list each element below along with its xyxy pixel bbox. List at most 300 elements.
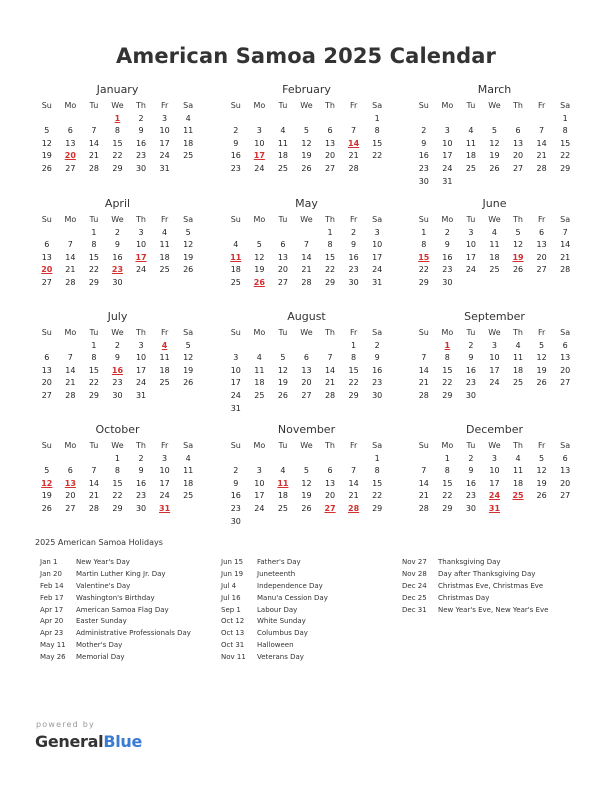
empty-cell — [412, 113, 436, 126]
day-cell: 18 — [254, 378, 265, 388]
day-cell: 30 — [465, 503, 476, 513]
day-cell: 14 — [301, 252, 312, 262]
holiday-day-cell: 24 — [488, 491, 501, 501]
day-cell: 13 — [41, 252, 52, 262]
weekday-label: Mo — [64, 101, 77, 110]
month-july — [35, 310, 200, 403]
day-cell: 15 — [324, 252, 336, 262]
day-cell: 20 — [324, 151, 336, 161]
month-october — [35, 423, 200, 516]
empty-cell — [248, 340, 272, 353]
holiday-row — [40, 652, 191, 664]
holiday-name: Memorial Day — [76, 653, 125, 662]
day-cell: 15 — [372, 478, 383, 488]
day-cell: 31 — [135, 390, 147, 400]
holiday-date: Dec 25 — [402, 593, 427, 602]
month-february — [224, 83, 389, 176]
holiday-row — [221, 557, 328, 569]
month-grid — [35, 214, 200, 290]
day-cell: 1 — [91, 227, 97, 237]
empty-cell — [506, 113, 530, 126]
holiday-name: Day after Thanksgiving Day — [438, 569, 536, 578]
day-cell: 3 — [256, 466, 262, 476]
day-cell: 27 — [301, 390, 312, 400]
day-cell: 19 — [277, 378, 288, 388]
day-cell: 7 — [539, 126, 545, 136]
weekday-label: We — [111, 215, 124, 224]
day-cell: 7 — [67, 240, 73, 250]
empty-cell — [35, 340, 59, 353]
empty-cell — [295, 113, 319, 126]
empty-cell — [412, 453, 436, 466]
day-cell: 25 — [512, 378, 524, 388]
day-cell: 15 — [442, 478, 453, 488]
day-cell: 13 — [324, 138, 336, 148]
day-cell: 1 — [562, 113, 568, 123]
weekday-label: Mo — [253, 215, 266, 224]
weekday-label: Th — [325, 441, 336, 450]
weekday-label: We — [111, 101, 124, 110]
day-cell: 13 — [560, 466, 571, 476]
day-cell: 27 — [536, 265, 547, 275]
day-cell: 24 — [442, 163, 453, 173]
day-cell: 18 — [512, 365, 524, 375]
holiday-date: Jan 1 — [40, 558, 58, 566]
holiday-name: Independence Day — [257, 581, 323, 590]
day-cell: 9 — [138, 126, 144, 136]
day-cell: 12 — [536, 466, 547, 476]
holiday-date: Feb 14 — [40, 581, 64, 590]
month-name: December — [465, 423, 524, 436]
day-cell: 2 — [444, 227, 450, 237]
weekday-label: Tu — [466, 441, 476, 450]
month-grid — [412, 100, 577, 188]
day-cell: 15 — [560, 138, 571, 148]
empty-cell — [82, 453, 106, 466]
day-cell: 23 — [465, 378, 476, 388]
day-cell: 8 — [351, 353, 357, 363]
day-cell: 7 — [91, 466, 97, 476]
day-cell: 31 — [372, 277, 383, 287]
day-cell: 9 — [114, 353, 121, 363]
day-cell: 30 — [348, 277, 359, 287]
holiday-row — [402, 557, 548, 569]
month-name: May — [295, 197, 318, 210]
day-cell: 6 — [562, 340, 568, 350]
day-cell: 10 — [135, 240, 147, 250]
day-cell: 27 — [560, 491, 571, 501]
day-cell: 11 — [159, 353, 170, 363]
day-cell: 6 — [327, 126, 333, 136]
day-cell: 18 — [277, 151, 288, 161]
holiday-name: Veterans Day — [257, 653, 304, 662]
day-cell: 28 — [418, 503, 429, 513]
day-cell: 27 — [41, 277, 52, 287]
day-cell: 6 — [515, 126, 521, 136]
day-cell: 21 — [348, 491, 359, 501]
day-cell: 22 — [372, 151, 383, 161]
weekday-label: Tu — [89, 441, 99, 450]
holiday-date: Apr 20 — [40, 617, 64, 626]
weekday-label: Fr — [349, 441, 358, 450]
holiday-row — [221, 593, 328, 605]
day-cell: 10 — [159, 126, 170, 136]
day-cell: 3 — [256, 126, 262, 136]
holiday-name: Mother's Day — [76, 641, 123, 650]
holiday-day-cell: 12 — [41, 478, 53, 488]
day-cell: 1 — [327, 227, 333, 237]
day-cell: 13 — [65, 138, 76, 148]
holiday-row — [40, 605, 191, 617]
day-cell: 16 — [465, 365, 476, 375]
day-cell: 25 — [254, 390, 265, 400]
weekday-label: Tu — [278, 215, 288, 224]
day-cell: 26 — [301, 503, 312, 513]
day-cell: 11 — [489, 240, 500, 250]
day-cell: 8 — [562, 126, 568, 136]
day-cell: 14 — [536, 138, 547, 148]
holiday-day-cell: 20 — [41, 265, 53, 275]
day-cell: 27 — [277, 277, 288, 287]
day-cell: 30 — [465, 390, 476, 400]
day-cell: 11 — [512, 353, 524, 363]
holiday-day-cell: 31 — [488, 503, 501, 513]
holiday-row — [40, 569, 191, 581]
day-cell: 11 — [512, 466, 524, 476]
day-cell: 4 — [280, 126, 286, 136]
empty-cell — [248, 227, 272, 240]
month-september — [412, 310, 577, 403]
day-cell: 11 — [254, 365, 265, 375]
day-cell: 29 — [112, 503, 123, 513]
day-cell: 9 — [374, 353, 380, 363]
holidays-column — [40, 557, 191, 664]
weekday-label: Th — [513, 328, 524, 337]
weekday-label: Su — [418, 101, 429, 110]
logo-blue: Blue — [103, 732, 143, 751]
day-cell: 6 — [280, 240, 286, 250]
day-cell: 24 — [465, 265, 476, 275]
month-grid — [224, 327, 389, 415]
day-cell: 4 — [185, 453, 191, 463]
day-cell: 11 — [159, 240, 170, 250]
day-cell: 26 — [512, 265, 524, 275]
holiday-day-cell: 23 — [111, 265, 124, 275]
day-cell: 20 — [301, 378, 312, 388]
day-cell: 29 — [88, 277, 99, 287]
day-cell: 2 — [468, 453, 474, 463]
weekday-label: Fr — [160, 328, 169, 337]
month-name: March — [477, 83, 512, 96]
day-cell: 21 — [536, 151, 547, 161]
day-cell: 5 — [44, 466, 50, 476]
weekday-label: Mo — [64, 441, 77, 450]
day-cell: 12 — [536, 353, 547, 363]
weekday-label: Su — [41, 441, 52, 450]
day-cell: 23 — [372, 378, 383, 388]
holiday-date: Nov 28 — [402, 569, 427, 578]
day-cell: 7 — [351, 126, 357, 136]
month-december — [412, 423, 577, 516]
day-cell: 16 — [418, 151, 429, 161]
weekday-label: Th — [136, 441, 147, 450]
holiday-day-cell: 1 — [444, 340, 451, 350]
holiday-row — [40, 616, 191, 628]
day-cell: 12 — [41, 138, 52, 148]
day-cell: 23 — [135, 491, 147, 501]
day-cell: 1 — [374, 113, 380, 123]
day-cell: 10 — [230, 365, 241, 375]
day-cell: 5 — [539, 453, 545, 463]
day-cell: 4 — [515, 453, 521, 463]
day-cell: 29 — [348, 390, 359, 400]
weekday-label: Mo — [441, 101, 454, 110]
holiday-date: Jul 16 — [221, 593, 241, 602]
month-grid — [412, 214, 577, 290]
day-cell: 17 — [489, 478, 500, 488]
day-cell: 19 — [183, 252, 194, 262]
day-cell: 22 — [372, 491, 383, 501]
day-cell: 30 — [230, 516, 241, 526]
day-cell: 29 — [324, 277, 336, 287]
day-cell: 25 — [489, 265, 500, 275]
empty-cell — [295, 340, 319, 353]
day-cell: 16 — [348, 252, 359, 262]
empty-cell — [59, 453, 83, 466]
day-cell: 24 — [159, 491, 170, 501]
holiday-day-cell: 31 — [159, 503, 171, 513]
weekday-label: Su — [230, 441, 241, 450]
day-cell: 8 — [444, 466, 450, 476]
month-name: July — [107, 310, 128, 323]
day-cell: 18 — [489, 252, 500, 262]
weekday-label: Th — [325, 101, 336, 110]
empty-cell — [295, 453, 319, 466]
day-cell: 20 — [324, 491, 336, 501]
day-cell: 30 — [135, 163, 147, 173]
day-cell: 3 — [444, 126, 450, 136]
day-cell: 19 — [254, 265, 265, 275]
weekday-label: Su — [41, 328, 52, 337]
holiday-date: Oct 31 — [221, 641, 245, 650]
weekday-label: Tu — [466, 101, 476, 110]
day-cell: 2 — [138, 113, 144, 123]
day-cell: 5 — [185, 340, 191, 350]
day-cell: 24 — [254, 163, 265, 173]
day-cell: 15 — [112, 478, 123, 488]
day-cell: 10 — [254, 138, 265, 148]
day-cell: 2 — [233, 126, 239, 136]
month-grid — [224, 440, 389, 528]
day-cell: 25 — [183, 151, 194, 161]
holiday-day-cell: 27 — [324, 503, 336, 513]
holiday-date: Jun 19 — [221, 569, 244, 578]
weekday-label: We — [488, 215, 501, 224]
holiday-date: Apr 23 — [40, 629, 64, 638]
weekday-label: Tu — [278, 101, 288, 110]
day-cell: 26 — [183, 265, 194, 275]
day-cell: 17 — [159, 138, 170, 148]
empty-cell — [224, 453, 248, 466]
day-cell: 7 — [91, 126, 97, 136]
day-cell: 11 — [277, 138, 288, 148]
day-cell: 11 — [183, 126, 194, 136]
holiday-day-cell: 4 — [161, 340, 168, 350]
month-april — [35, 197, 200, 290]
day-cell: 8 — [444, 353, 450, 363]
weekday-label: Th — [136, 328, 147, 337]
day-cell: 5 — [185, 227, 191, 237]
weekday-label: Su — [418, 215, 429, 224]
day-cell: 19 — [301, 491, 312, 501]
day-cell: 24 — [489, 378, 500, 388]
day-cell: 30 — [418, 176, 429, 186]
holiday-name: Christmas Day — [438, 593, 490, 602]
day-cell: 18 — [512, 478, 524, 488]
powered-by-text: powered by — [36, 720, 95, 729]
day-cell: 30 — [372, 390, 383, 400]
month-name: November — [277, 423, 336, 436]
day-cell: 10 — [465, 240, 476, 250]
day-cell: 24 — [159, 151, 170, 161]
weekday-label: Sa — [183, 215, 194, 224]
weekday-label: Sa — [183, 328, 194, 337]
day-cell: 17 — [159, 478, 170, 488]
day-cell: 4 — [233, 240, 239, 250]
weekday-label: Tu — [278, 328, 288, 337]
day-cell: 5 — [515, 227, 521, 237]
day-cell: 16 — [372, 365, 383, 375]
weekday-label: We — [300, 101, 313, 110]
day-cell: 28 — [536, 163, 547, 173]
day-cell: 13 — [560, 353, 571, 363]
day-cell: 13 — [41, 365, 52, 375]
day-cell: 3 — [233, 353, 239, 363]
month-march — [412, 83, 577, 188]
holiday-name: American Samoa Flag Day — [76, 605, 169, 614]
day-cell: 21 — [348, 151, 359, 161]
day-cell: 16 — [465, 478, 476, 488]
month-grid — [35, 100, 200, 176]
day-cell: 29 — [112, 163, 123, 173]
day-cell: 30 — [112, 390, 123, 400]
empty-cell — [59, 227, 83, 240]
weekday-label: Mo — [253, 441, 266, 450]
day-cell: 16 — [112, 252, 123, 262]
holiday-name: Columbus Day — [257, 629, 308, 638]
holidays-title: 2025 American Samoa Holidays — [35, 538, 163, 547]
month-name: June — [482, 197, 507, 210]
weekday-label: Fr — [537, 215, 546, 224]
day-cell: 22 — [88, 378, 99, 388]
day-cell: 30 — [442, 277, 453, 287]
holiday-day-cell: 13 — [64, 478, 76, 488]
holiday-date: Jun 15 — [221, 558, 244, 566]
day-cell: 11 — [465, 138, 476, 148]
day-cell: 22 — [112, 491, 123, 501]
day-cell: 10 — [254, 478, 265, 488]
month-name: January — [96, 83, 139, 96]
month-name: October — [95, 423, 140, 436]
day-cell: 16 — [230, 151, 241, 161]
day-cell: 1 — [91, 340, 97, 350]
day-cell: 20 — [41, 378, 52, 388]
day-cell: 10 — [159, 466, 170, 476]
holiday-day-cell: 19 — [512, 252, 524, 262]
day-cell: 7 — [303, 240, 310, 250]
day-cell: 12 — [301, 138, 312, 148]
empty-cell — [224, 227, 248, 240]
holiday-row — [221, 616, 328, 628]
day-cell: 19 — [536, 478, 547, 488]
holiday-name: Labour Day — [257, 605, 298, 614]
weekday-label: Sa — [560, 101, 571, 110]
day-cell: 21 — [88, 151, 99, 161]
weekday-label: Sa — [183, 441, 194, 450]
day-cell: 29 — [88, 390, 99, 400]
day-cell: 9 — [444, 240, 450, 250]
day-cell: 14 — [418, 478, 429, 488]
day-cell: 16 — [135, 478, 147, 488]
day-cell: 29 — [442, 390, 453, 400]
day-cell: 21 — [324, 378, 336, 388]
day-cell: 1 — [444, 453, 450, 463]
weekday-label: Th — [325, 328, 336, 337]
weekday-label: Fr — [160, 215, 169, 224]
empty-cell — [224, 340, 248, 353]
empty-cell — [318, 340, 342, 353]
month-name: August — [287, 310, 326, 323]
day-cell: 6 — [539, 227, 545, 237]
weekday-label: Su — [230, 215, 241, 224]
day-cell: 8 — [421, 240, 427, 250]
day-cell: 30 — [112, 277, 123, 287]
day-cell: 15 — [88, 365, 99, 375]
holiday-name: Juneteenth — [257, 569, 296, 578]
holiday-row — [402, 593, 548, 605]
day-cell: 25 — [159, 378, 170, 388]
weekday-label: We — [488, 441, 501, 450]
weekday-label: We — [488, 328, 501, 337]
holiday-name: New Year's Eve, New Year's Eve — [438, 605, 549, 614]
day-cell: 23 — [348, 265, 359, 275]
day-cell: 2 — [114, 227, 121, 237]
weekday-label: Th — [513, 215, 524, 224]
day-cell: 6 — [67, 466, 73, 476]
day-cell: 2 — [374, 340, 380, 350]
day-cell: 2 — [468, 340, 474, 350]
day-cell: 22 — [442, 378, 453, 388]
weekday-label: Su — [230, 101, 241, 110]
day-cell: 6 — [303, 353, 310, 363]
day-cell: 17 — [254, 491, 265, 501]
holiday-date: Apr 17 — [40, 605, 64, 614]
day-cell: 5 — [280, 353, 286, 363]
day-cell: 21 — [65, 378, 76, 388]
holiday-name: Washington's Birthday — [76, 593, 155, 602]
day-cell: 18 — [183, 478, 194, 488]
day-cell: 20 — [277, 265, 288, 275]
day-cell: 12 — [301, 478, 312, 488]
day-cell: 10 — [442, 138, 453, 148]
empty-cell — [318, 453, 342, 466]
day-cell: 18 — [159, 252, 170, 262]
day-cell: 14 — [418, 365, 429, 375]
empty-cell — [35, 453, 59, 466]
weekday-label: Th — [136, 215, 147, 224]
empty-cell — [295, 227, 319, 240]
day-cell: 7 — [421, 466, 427, 476]
